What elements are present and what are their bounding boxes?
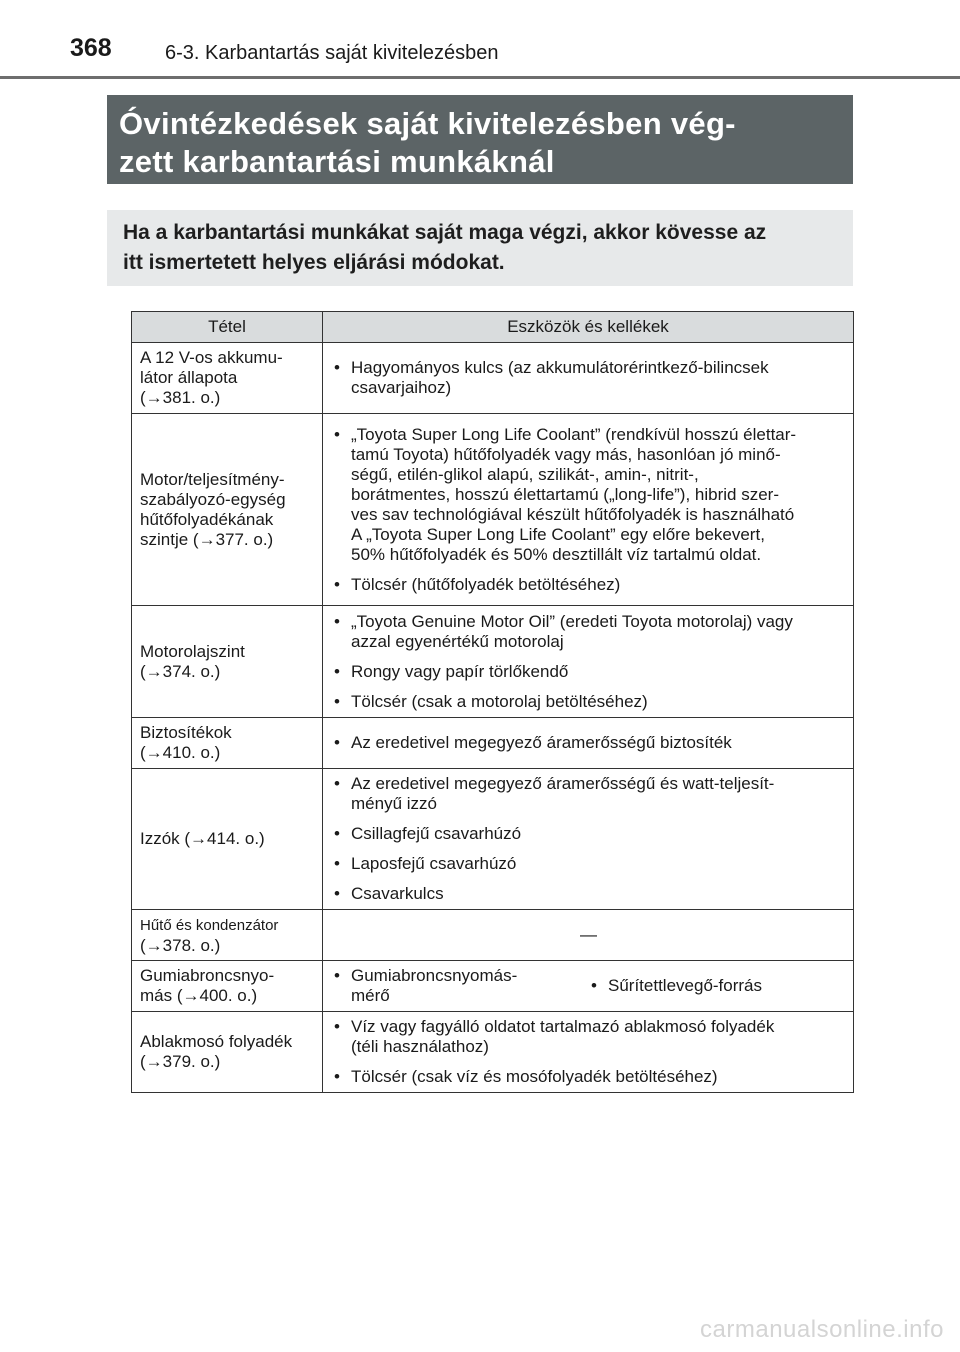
list-item-line: ségű, etilén-glikol alapú, szilikát-, amin-, nitrit-, — [351, 464, 699, 484]
item-line: Ablakmosó folyadék — [140, 1032, 293, 1051]
item-cell — [132, 606, 323, 718]
header-divider — [0, 76, 960, 79]
list-item-line: tamú Toyota) hűtőfolyadék vagy más, hasonlóan jó minő- — [351, 444, 781, 464]
list-item-line: ményű izzó — [351, 794, 437, 813]
item-line: Motor/teljesítmény- — [140, 469, 285, 489]
list-item-line: „Toyota Genuine Motor Oil” (eredeti Toyota motorolaj) vagy — [351, 611, 793, 631]
list-item — [331, 884, 845, 904]
item-cell — [132, 414, 323, 606]
list-item-line: „Toyota Super Long Life Coolant” (rendkívül hosszú élettar- — [351, 424, 797, 444]
table-row — [132, 769, 854, 910]
intro-line-2: itt ismertetett helyes eljárási módokat. — [123, 251, 505, 274]
table-row — [132, 414, 854, 606]
item-line: szabályozó-egység — [140, 489, 286, 509]
list-item — [331, 1067, 845, 1087]
list-item — [331, 662, 845, 682]
item-line: A 12 V-os akkumu- — [140, 348, 283, 367]
list-item — [331, 854, 845, 874]
list-item-line: Tölcsér (hűtőfolyadék betöltéséhez) — [351, 574, 621, 594]
item-line: Motorolajszint — [140, 641, 245, 661]
list-item-line: Csavarkulcs — [351, 884, 444, 903]
item-line: Izzók (→414. o.) — [140, 829, 265, 848]
list-item — [331, 774, 845, 814]
tools-list — [331, 358, 845, 398]
list-item — [331, 966, 588, 1006]
item-cell — [132, 718, 323, 769]
list-item-line: borátmentes, hosszú élettartamú („long-life”), hibrid szer- — [351, 484, 779, 504]
list-item-line: mérő — [351, 986, 390, 1005]
page-title-line-2: zett karbantartási munkáknál — [119, 144, 555, 179]
table-row — [132, 961, 854, 1012]
page-reference: szintje (→377. o.) — [140, 529, 274, 549]
tools-cell — [323, 606, 854, 718]
list-item — [331, 425, 845, 565]
page-title-line-1: Óvintézkedések saját kivitelezésben vég- — [119, 106, 736, 141]
intro-text — [123, 218, 837, 278]
item-cell — [132, 961, 323, 1012]
list-item-line: Laposfejű csavarhúzó — [351, 854, 517, 873]
intro-box — [107, 210, 853, 286]
tools-cell — [323, 414, 854, 606]
item-line: Biztosítékok — [140, 723, 232, 742]
tools-list — [331, 774, 845, 904]
page-reference: (→379. o.) — [140, 1052, 221, 1071]
list-item-line: Rongy vagy papír törlőkendő — [351, 661, 569, 681]
list-item — [588, 976, 845, 996]
tools-list — [331, 966, 588, 1006]
item-line: Gumiabroncsnyo- — [140, 966, 275, 985]
list-item-line: 50% hűtőfolyadék és 50% desztillált víz tartalmú oldat. — [351, 544, 762, 564]
list-item-line: Az eredetivel megegyező áramerősségű biztosíték — [351, 733, 732, 752]
maintenance-tools-table — [131, 311, 854, 1093]
table-row — [132, 718, 854, 769]
item-line: Hűtő és kondenzátor — [140, 916, 279, 934]
table-row — [132, 910, 854, 961]
tools-two-column — [331, 966, 845, 1006]
column-header-item: Tétel — [132, 312, 323, 343]
page-reference: (→378. o.) — [140, 935, 221, 955]
list-item-line: Gumiabroncsnyomás- — [351, 966, 518, 985]
list-item-line: Víz vagy fagyálló oldatot tartalmazó ablakmosó folyadék — [351, 1017, 775, 1036]
list-item — [331, 692, 845, 712]
page-number: 368 — [70, 34, 112, 62]
table-row — [132, 606, 854, 718]
section-title: 6-3. Karbantartás saját kivitelezésben — [165, 42, 499, 64]
item-cell — [132, 343, 323, 414]
column-header-tools: Eszközök és kellékek — [323, 312, 854, 343]
tools-cell — [323, 1012, 854, 1093]
list-item-line: Sűrítettlevegő-forrás — [608, 976, 763, 995]
item-line: látor állapota — [140, 368, 238, 387]
list-item-line: Csillagfejű csavarhúzó — [351, 824, 522, 843]
list-item-line: A „Toyota Super Long Life Coolant” egy előre bekevert, — [351, 524, 765, 544]
list-item-line: Az eredetivel megegyező áramerősségű és watt-teljesít- — [351, 774, 775, 793]
page-title — [119, 105, 841, 181]
tools-cell — [323, 769, 854, 910]
list-item — [331, 575, 845, 595]
list-item — [331, 612, 845, 652]
list-item-line: Hagyományos kulcs (az akkumulátorérintkező-bilincsek — [351, 358, 769, 377]
list-item-line: (téli használathoz) — [351, 1037, 489, 1056]
watermark: carmanualsonline.info — [700, 1316, 944, 1343]
tools-list — [588, 966, 845, 1006]
item-cell — [132, 1012, 323, 1093]
tools-cell — [323, 961, 854, 1012]
item-cell — [132, 769, 323, 910]
page-title-box — [107, 95, 853, 184]
intro-line-1: Ha a karbantartási munkákat saját maga végzi, akkor kövesse az — [123, 221, 767, 244]
page-reference: (→410. o.) — [140, 743, 221, 762]
item-line: hűtőfolyadékának — [140, 509, 274, 529]
list-item-line: ves sav technológiával készült hűtőfolyadék is használható — [351, 504, 795, 524]
tools-list — [331, 1017, 845, 1087]
table-row — [132, 343, 854, 414]
list-item — [331, 824, 845, 844]
tools-cell — [323, 343, 854, 414]
table-row — [132, 1012, 854, 1093]
tools-list — [331, 733, 845, 753]
table-header-row — [132, 312, 854, 343]
item-cell — [132, 910, 323, 961]
tools-list — [331, 612, 845, 712]
list-item-line: csavarjaihoz) — [351, 378, 452, 397]
list-item — [331, 733, 845, 753]
page-reference: (→374. o.) — [140, 661, 221, 681]
page-reference: más (→400. o.) — [140, 986, 258, 1005]
page-reference: (→381. o.) — [140, 388, 221, 407]
list-item-line: Tölcsér (csak a motorolaj betöltéséhez) — [351, 691, 648, 711]
tools-cell — [323, 718, 854, 769]
list-item-line: azzal egyenértékű motorolaj — [351, 631, 564, 651]
list-item — [331, 1017, 845, 1057]
tools-list — [331, 425, 845, 595]
list-item-line: Tölcsér (csak víz és mosófolyadék betöltéséhez) — [351, 1067, 718, 1086]
list-item — [331, 358, 845, 398]
tools-cell-empty: — — [323, 910, 854, 961]
